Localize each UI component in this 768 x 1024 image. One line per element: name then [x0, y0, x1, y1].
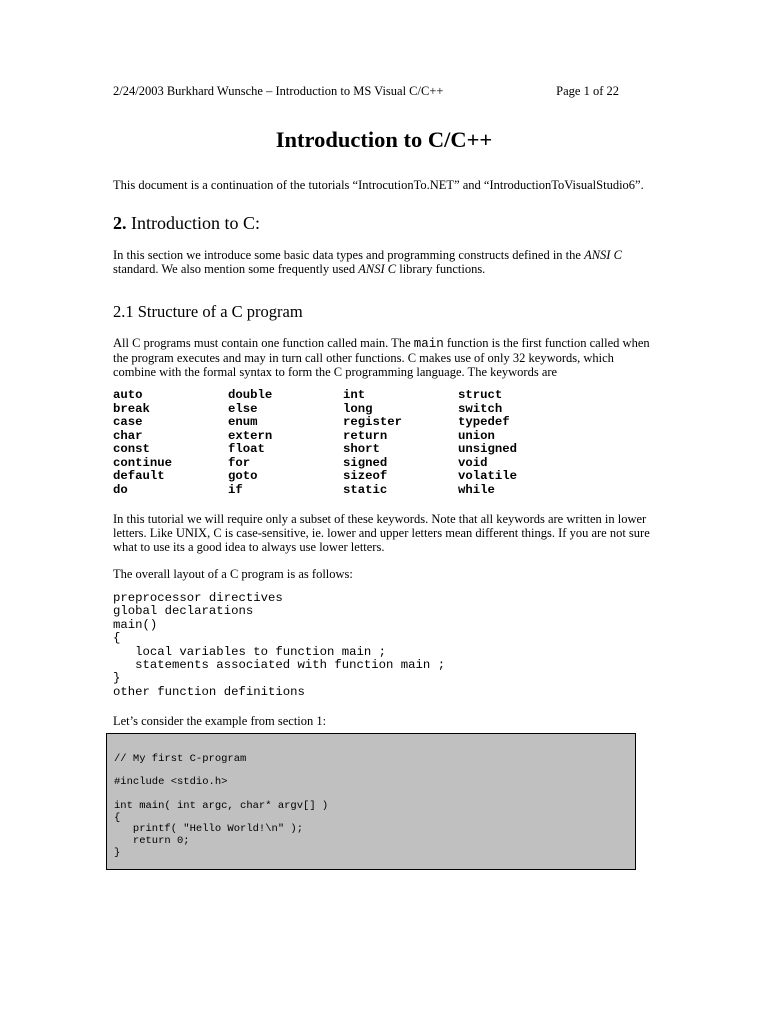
keyword-row [113, 416, 573, 430]
keyword-row [113, 443, 573, 457]
text-run: In this section we introduce some basic data types and programming constructs defined in the [113, 248, 585, 262]
keyword: unsigned [458, 442, 518, 456]
text-run: function is the first function called when the program executes and may in turn call other functions. C makes use of only 32 keywords, which combine with the formal syntax to form the C programming language. The keywords are [113, 336, 650, 379]
layout-intro-paragraph: The overall layout of a C program is as follows: [113, 567, 353, 581]
keyword: return [343, 428, 388, 443]
ansi-c-term: ANSI C [584, 248, 622, 262]
keyword: volatile [458, 469, 518, 483]
keyword: void [458, 455, 488, 470]
keyword: const [113, 442, 150, 456]
keyword: break [113, 401, 150, 416]
keyword: short [343, 442, 380, 456]
keyword-row [113, 470, 573, 484]
section-2-number: 2. [113, 213, 127, 233]
keyword-row [113, 403, 573, 417]
keyword: enum [228, 415, 258, 429]
example-code-box [106, 733, 636, 870]
keywords-note-paragraph: In this tutorial we will require only a subset of these keywords. Note that all keywords are written in lower letters. Like UNIX, C is case-sensitive, ie. lower and upper letters mean different things. If you are not sure what to use its a good idea to always use lower letters. [113, 512, 650, 554]
keyword: register [343, 415, 403, 429]
keyword-row [113, 430, 573, 444]
keyword: auto [113, 388, 143, 402]
keyword: float [228, 442, 265, 456]
keyword-row [113, 484, 573, 498]
keyword: long [343, 401, 373, 416]
example-intro-paragraph: Let’s consider the example from section 1: [113, 714, 327, 728]
keyword: union [458, 428, 495, 443]
keyword: continue [113, 455, 173, 470]
keyword-row [113, 457, 573, 471]
section-2-heading [113, 213, 260, 234]
section-2-paragraph [113, 248, 658, 276]
document-title: Introduction to C/C++ [275, 127, 493, 152]
keyword: int [343, 388, 366, 402]
keyword: extern [228, 428, 273, 443]
keyword-row [113, 389, 573, 403]
text-run: All C programs must contain one function called main. The [113, 336, 414, 350]
keyword: else [228, 401, 258, 416]
inline-code-main: main [413, 337, 444, 351]
keyword: struct [458, 388, 503, 402]
page-number: Page 1 of 22 [556, 84, 619, 98]
keyword: while [458, 482, 495, 497]
keyword: goto [228, 469, 258, 483]
program-layout-code: preprocessor directives global declarations main() { local variables to function main ; statements associated with function main ; } other function definitions [113, 591, 446, 699]
section-2-1-heading: 2.1 Structure of a C program [113, 302, 303, 321]
keyword: for [228, 455, 251, 470]
keyword: sizeof [343, 469, 388, 483]
text-run: standard. We also mention some frequently used [113, 262, 359, 276]
intro-paragraph: This document is a continuation of the tutorials “IntrocutionTo.NET” and “IntroductionToVisualStudio6”. [113, 178, 644, 192]
header-left: 2/24/2003 Burkhard Wunsche – Introduction to MS Visual C/C++ [113, 84, 444, 98]
keyword: typedef [458, 415, 510, 429]
keyword: static [343, 482, 388, 497]
keyword: do [113, 482, 128, 497]
keyword: signed [343, 455, 388, 470]
text-run: library functions. [396, 262, 486, 276]
keyword: char [113, 428, 143, 443]
keyword-table [113, 389, 573, 497]
keyword: double [228, 388, 273, 402]
example-code: // My first C-program #include <stdio.h> int main( int argc, char* argv[] ) { printf( "Hello World!\n" ); return 0; } [114, 753, 329, 859]
keyword: default [113, 469, 165, 483]
section-2-title: Introduction to C: [131, 213, 260, 233]
keyword: case [113, 415, 143, 429]
ansi-c-term: ANSI C [358, 262, 397, 276]
keyword: switch [458, 401, 503, 416]
section-2-1-paragraph [113, 336, 658, 379]
keyword: if [228, 482, 243, 497]
